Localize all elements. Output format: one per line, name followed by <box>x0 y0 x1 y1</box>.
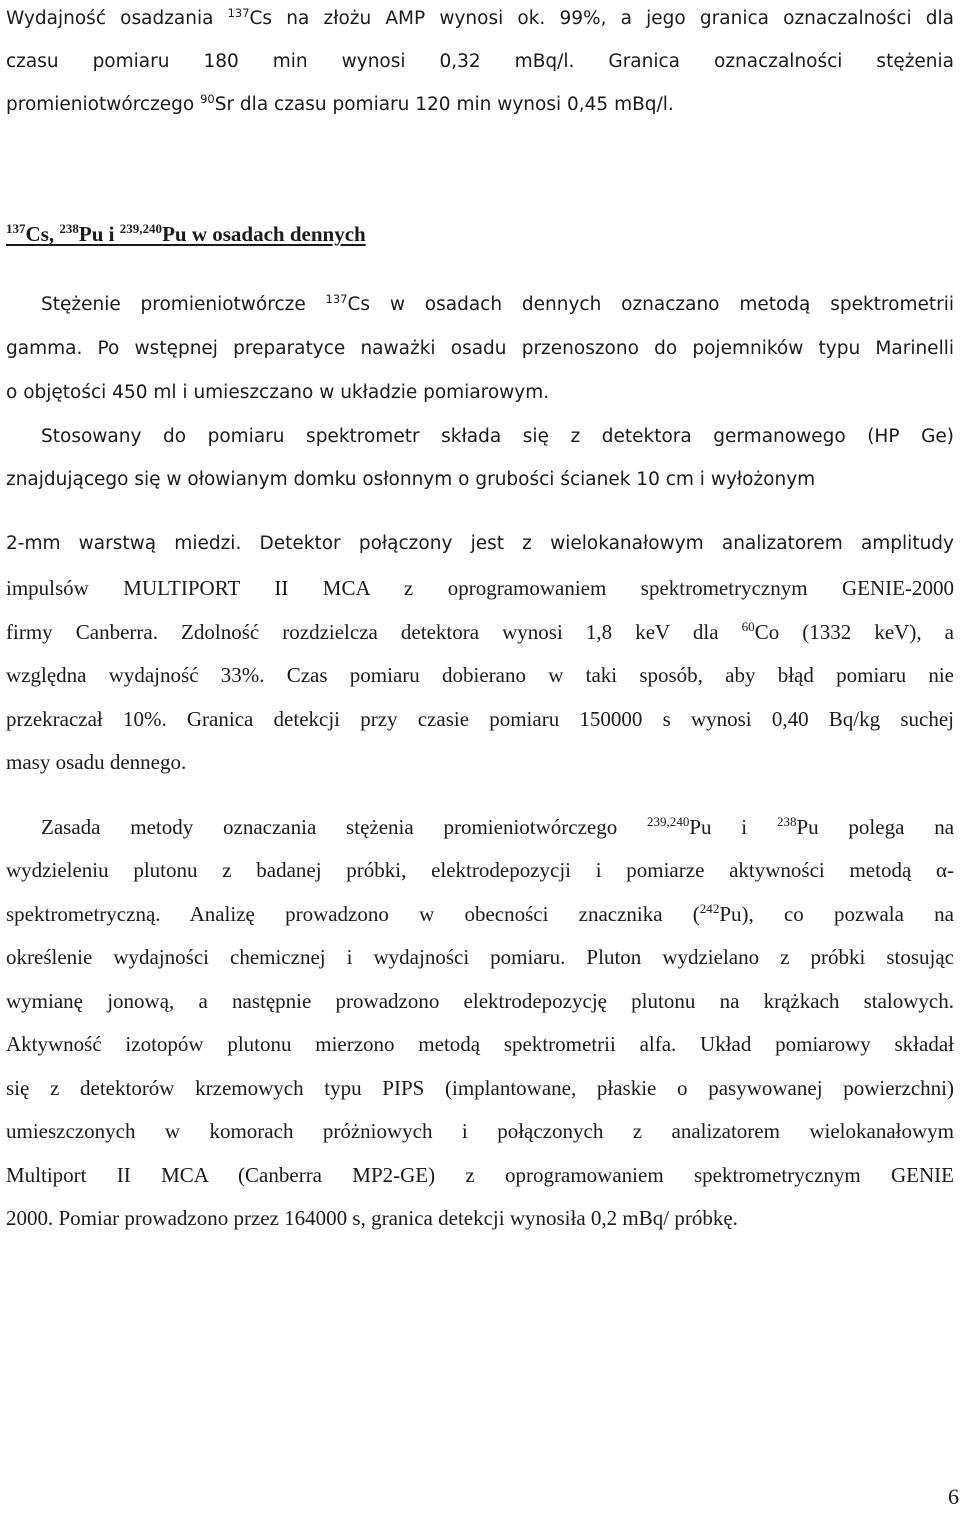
paragraph-2-line-9: względna wydajność 33%. Czas pomiaru dobierano w taki sposób, aby błąd pomiaru nie <box>6 663 954 687</box>
paragraph-3-line-2: wydzieleniu plutonu z badanej próbki, elektrodepozycji i pomiarze aktywności metodą α- <box>6 858 954 882</box>
paragraph-3-line-10: 2000. Pomiar prowadzono przez 164000 s, granica detekcji wynosiła 0,2 mBq/ próbkę. <box>6 1206 738 1230</box>
paragraph-2-line-8: firmy Canberra. Zdolność rozdzielcza detektora wynosi 1,8 keV dla $^{60}$Co (1332 keV), a <box>6 618 954 644</box>
paragraph-2-line-11: masy osadu dennego. <box>6 750 187 774</box>
paragraph-2-line-1: Stężenie promieniotwórcze $^{137}$Cs w osadach dennych oznaczano metodą spektrometrii <box>41 291 954 315</box>
section-heading: $^{137}$Cs, $^{238}$Pu i $^{239,240}$Pu w osadach dennych <box>6 220 366 246</box>
paragraph-3-line-1: Zasada metody oznaczania stężenia promieniotwórczego $^{239,240}$Pu i $^{238}$Pu polega na <box>41 813 955 839</box>
paragraph-2-line-10: przekraczał 10%. Granica detekcji przy czasie pomiaru 150000 s wynosi 0,40 Bq/kg suchej <box>6 707 954 731</box>
paragraph-3-line-8: umieszczonych w komorach próżniowych i połączonych z analizatorem wielokanałowym <box>6 1119 954 1143</box>
paragraph-3-line-7: się z detektorów krzemowych typu PIPS (implantowane, płaskie o pasywowanej powierzchni) <box>6 1076 954 1100</box>
paragraph-3-line-5: wymianę jonową, a następnie prowadzono elektrodepozycję plutonu na krążkach stalowych. <box>6 989 954 1013</box>
paragraph-2-line-6: 2-mm warstwą miedzi. Detektor połączony jest z wielokanałowym analizatorem amplitudy <box>6 533 954 554</box>
paragraph-3-line-3: spektrometryczną. Analizę prowadzono w obecności znacznika ($^{242}$Pu), co pozwala na <box>6 900 954 926</box>
paragraph-3-line-4: określenie wydajności chemicznej i wydajności pomiaru. Pluton wydzielano z próbki stosując <box>6 945 954 969</box>
paragraph-2-line-2: gamma. Po wstępnej preparatyce naważki osadu przenoszono do pojemników typu Marinelli <box>6 338 954 359</box>
paragraph-2-line-4: Stosowany do pomiaru spektrometr składa się z detektora germanowego (HP Ge) <box>41 426 954 447</box>
paragraph-2-line-5: znajdującego się w ołowianym domku osłonnym o grubości ścianek 10 cm i wyłożonym <box>6 469 816 490</box>
paragraph-2-line-7: impulsów MULTIPORT II MCA z oprogramowaniem spektrometrycznym GENIE-2000 <box>6 576 954 600</box>
paragraph-1-line-1: Wydajność osadzania $^{137}$Cs na złożu AMP wynosi ok. 99%, a jego granica oznaczalności dla <box>6 5 954 29</box>
paragraph-3-line-9: Multiport II MCA (Canberra MP2-GE) z oprogramowaniem spektrometrycznym GENIE <box>6 1163 954 1187</box>
paragraph-1-line-2: czasu pomiaru 180 min wynosi 0,32 mBq/l. Granica oznaczalności stężenia <box>6 51 954 72</box>
paragraph-3-line-6: Aktywność izotopów plutonu mierzono metodą spektrometrii alfa. Układ pomiarowy składał <box>6 1032 954 1056</box>
page-number: 6 <box>948 1484 959 1509</box>
paragraph-1-line-3: promieniotwórczego $^{90}$Sr dla czasu pomiaru 120 min wynosi 0,45 mBq/l. <box>6 91 674 115</box>
paragraph-2-line-3: o objętości 450 ml i umieszczano w układzie pomiarowym. <box>6 382 550 403</box>
